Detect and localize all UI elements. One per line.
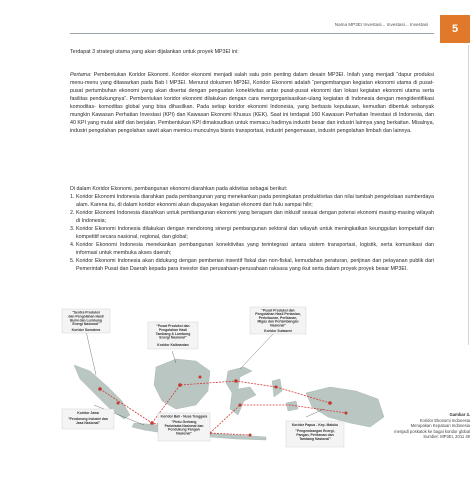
list-number: 4. (70, 242, 75, 249)
sulawesi-corridor-name: Koridor Sulawesi (264, 329, 292, 333)
list-text: Koridor Ekonomi Indonesia akan didukung dengan pemberian insentif fiskal dan non-fiskal, kemudahan peraturan, perijinan dan pelayanan publik dari Pemerintah Pusat dan Daerah kepada para investor dan perusahaan-perusahaan raksasa yang ikut serta dalam proyek proyek besar MP3EI. (76, 258, 434, 273)
sulawesi-island (226, 367, 256, 415)
numbered-list (70, 193, 434, 273)
sumatra-description: "Sentra Produksi dan Pengolahan Hasil Bumi dan Lumbung Energi Nasional" (68, 310, 104, 327)
caption-line: menjadi poskatok ke bagai koridor global (394, 428, 470, 434)
jawa-description: "Pendorong Industri dan Jasa Nasional" (68, 417, 108, 425)
list-text: Koridor Ekonomi Indonesia diarahkan pada pembangunan yang menekankan pada peningkatan produktivitas dan nilai tambah pengelolaan sumberdaya alam. Karena itu, di dalam koridor ekonomi akan diupayakan kegiatan ekonomi dari hulu sampai hilir; (76, 194, 434, 209)
hub-marker (239, 404, 242, 407)
kalimantan-island (154, 359, 210, 409)
list-number: 5. (70, 258, 75, 265)
list-item (70, 209, 434, 225)
hub-marker (98, 387, 102, 391)
hub-marker (150, 421, 154, 425)
list-number: 1. (70, 194, 75, 200)
hub-marker (345, 412, 348, 415)
maluku-islands (272, 379, 298, 411)
list-item (70, 225, 434, 241)
papua-corridor-name: Koridor Papua - Kep. Maluku (291, 423, 339, 427)
caption-title: Gambar 4. (449, 412, 470, 417)
side-rule (468, 45, 469, 345)
hub-marker (117, 402, 120, 405)
kalimantan-corridor-name: Koridor Kalimantan (157, 343, 189, 347)
list-number: 3. (70, 226, 75, 233)
figure-caption (390, 412, 470, 440)
header-rule (70, 33, 434, 34)
list-text: Koridor Ekonomi Indonesia dilakukan dengan mendorong sinergi pembangunan sektoral dan wilayah untuk meningkatkan keunggulan kompetatif dan kompetitif secara nasional, regional, dan global; (76, 226, 434, 241)
list-number: 2. (70, 210, 75, 217)
papua-description: "Pengembangan Energi, Pangan, Perikanan dan Tambang Nasional" (295, 429, 335, 441)
list-item (70, 193, 434, 209)
pertama-text: Pembentukan Koridor Ekonomi. Koridor ekonomi menjadi salah satu poin penting dalam desain MP3EI. Inilah yang menjadi “dapur produksi menu-menu yang ditawarkan pada Bab I MP3EI. Menurut dokumen MP3EI, Koridor Ekonomi adalah “pengembangan kegiatan ekonomi utama di pusat-pusat pertumbuhan ekonomi yang akan disertai dengan penguatan konektivitas antar pusat-pusat ekonomi dan lokasi kegiatan ekonomi utama serta fasilitas pendukungnya”. Pembentukan koridor ekonomi dilakukan dengan cara mengorganisasikan-ulang kegiatan di Indonesia dengan mengidentifikasi komoditas- komoditas global yang bisa dihasilkan. Pada setiap koridor ekonomi Indonesia, yang berbasis kepulauan, kemudian dibentuk sebanyak mungkin Kawasan Perhatian Investasi (KPI) dan Kawasan Ekonomi Khusus (KEK). Saat ini terdapat 160 Kawasan Perhatian Investasi di Indonesia, dan 40 KPI yang mulai aktif dan berjalan. Pembentukan KPI dimaksudkan untuk memacu hadirnya industri besar dan industri lainnya yang berkaitan. Misalnya, industri pengolahan pengolahan sawit akan memicu munculnya bisnis transportasi, industri pengemasan, industri pengolahan limbah dan lainnya. (70, 72, 434, 135)
kalimantan-description: "Pusat Produksi dan Pengolahan Hasil Tambang & Lumbung Energi Nasional" (155, 324, 191, 340)
bali-description: "Pintu Gerbang Pariwisata Nasional dan Pendukung Pangan Nasional" (164, 420, 204, 436)
economic-corridor-map (60, 305, 430, 457)
list-item (70, 241, 434, 257)
caption-line: Sumber: MP3EI, 2011 49 (423, 434, 470, 440)
bali-corridor-name: Koridor Bali - Nusa Tenggara (160, 414, 208, 419)
nusa-tenggara-islands (204, 433, 266, 440)
pertama-label: Pertama: (70, 72, 92, 78)
leader-line (240, 333, 274, 369)
hub-marker (178, 383, 182, 387)
hub-marker (275, 386, 278, 389)
pertama-paragraph (70, 71, 434, 135)
caption-line: Merupakan Kepatuan Indonesia (410, 423, 470, 429)
hub-marker (249, 434, 252, 437)
hub-marker (199, 376, 202, 379)
koridor-intro-paragraph: Di dalam Koridor Ekonomi, pembangunan ekonomi diarahkan pada aktivitas sebagai berikut: (70, 186, 288, 192)
hub-marker (328, 401, 332, 405)
list-text: Koridor Ekonomi Indonesia menekankan pembangunan konektivitas yang terintegrasi antara sistem transportasi, logistik, serta komunikasi dan informasi untuk membuka akses daerah; (76, 242, 434, 257)
leader-line (86, 331, 96, 375)
running-title: Nama MP3EI Investasi... Investasi... Investasi (334, 22, 428, 27)
caption-line: Koridor Ekonomi Indonesia (419, 417, 470, 423)
page-number-badge (440, 15, 470, 43)
jawa-corridor-name: Koridor Jawa (77, 411, 99, 415)
list-item (70, 257, 434, 273)
list-text: Koridor Ekonomi Indonesia diarahkan untuk pembangunan ekonomi yang beragam dan inklusif sesuai dengan potensi ekonomi masing-masing wilayah di Indonesia; (76, 210, 434, 225)
sulawesi-description: "Pusat Produksi dan Pengolahan Hasil Pertanian, Perkebunan, Perikanan, Migas dan Pertambangan Nasional" (255, 308, 301, 328)
sumatra-corridor-name: Koridor Sumatera (71, 328, 101, 332)
page-header (335, 22, 428, 27)
page-number: 5 (451, 23, 459, 35)
intro-paragraph: Terdapat 3 strategi utama yang akan dijalankan untuk proyek MP3EI ini: (70, 49, 239, 55)
hub-marker (234, 379, 238, 383)
